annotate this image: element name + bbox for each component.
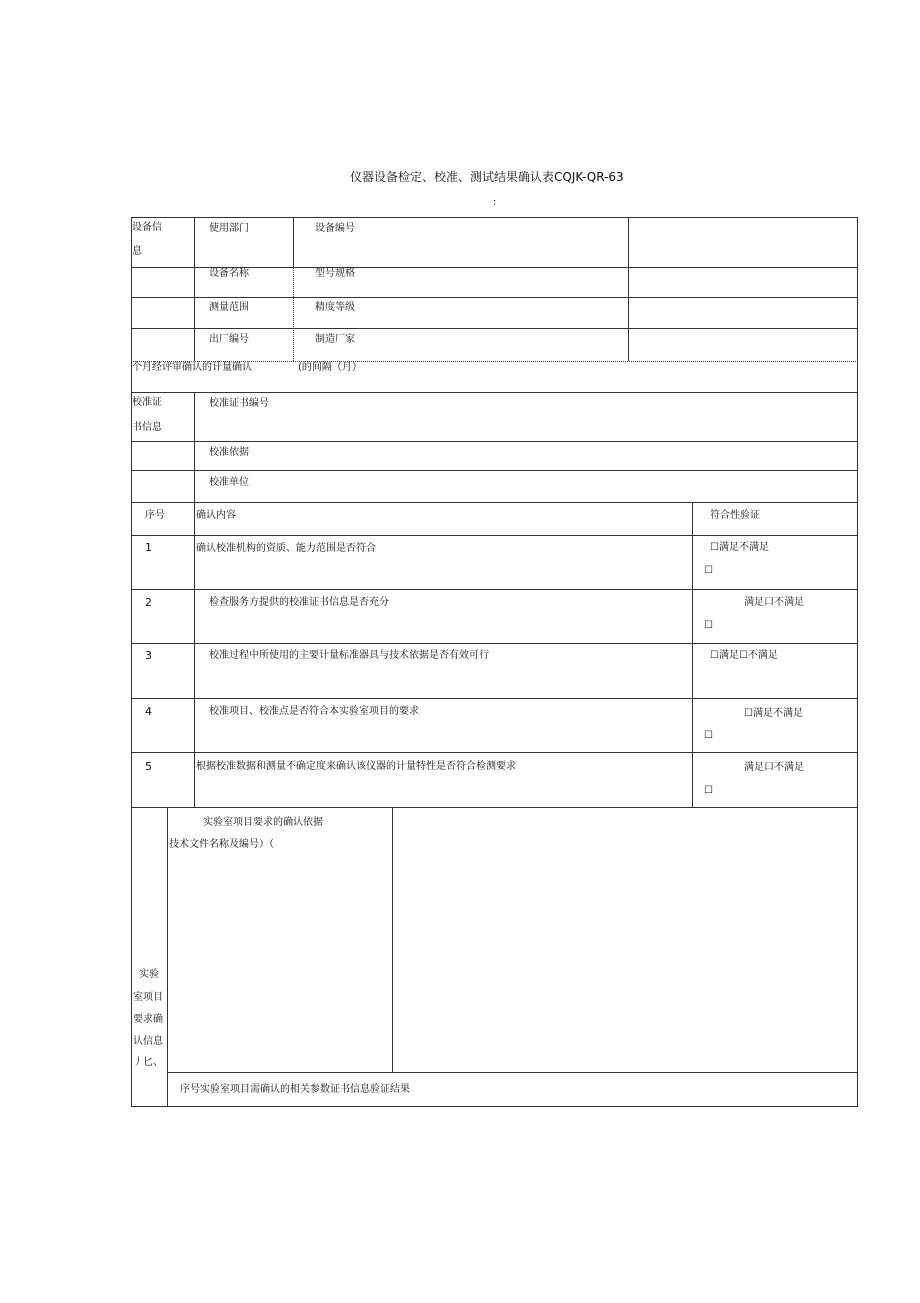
lab-bottom-header: 序号实验室项目需确认的相关参数证书信息验证结果 xyxy=(180,1084,410,1095)
item-content: 校准过程中所使用的主要计量标准器具与技术依据是否有效可行 xyxy=(209,650,489,661)
row-line xyxy=(131,502,858,503)
cert-section-label: 校准证 xyxy=(132,397,162,408)
lab-section-label: 实验 xyxy=(139,969,159,980)
device-name-label: 设备名称 xyxy=(209,268,249,279)
row-line xyxy=(131,441,858,442)
header-content: 确认内容 xyxy=(196,510,236,521)
item-seq: 4 xyxy=(145,705,152,718)
lab-section-label: 室项目 xyxy=(133,992,163,1003)
range-label: 测量范围 xyxy=(209,302,249,313)
col-line xyxy=(194,392,195,502)
item-result-checkbox: ☐ xyxy=(704,730,713,741)
item-content: 检查服务方提供的校准证书信息是否充分 xyxy=(209,597,389,608)
col-line xyxy=(194,217,195,361)
lab-section-label: 要求确 xyxy=(133,1014,163,1025)
interval-unit-label: (的间隔（月） xyxy=(298,362,362,373)
col-line xyxy=(167,807,168,1106)
col-line xyxy=(194,502,195,807)
accuracy-label: 精度等级 xyxy=(315,302,355,313)
lab-section-label: 认信息 xyxy=(133,1036,163,1047)
item-result: ☐满足不满足 xyxy=(744,708,803,719)
header-result: 符合性验证 xyxy=(710,510,760,521)
item-seq: 3 xyxy=(145,649,152,662)
item-result-checkbox: ☐ xyxy=(704,620,713,631)
row-line xyxy=(131,807,858,808)
cert-basis-label: 校准依据 xyxy=(209,447,249,458)
cert-unit-label: 校准单位 xyxy=(209,477,249,488)
row-line xyxy=(131,392,858,393)
table-top-border xyxy=(131,217,858,218)
row-line xyxy=(131,643,858,644)
row-line xyxy=(131,297,858,298)
col-line xyxy=(628,217,629,361)
device-section-label: 设备信 xyxy=(132,222,162,233)
item-result: 满足口不满足 xyxy=(744,597,804,608)
row-line xyxy=(131,698,858,699)
item-result: ☐满足不满足 xyxy=(710,542,769,553)
lab-basis-label: 实验室项目要求的确认依据 xyxy=(203,817,323,828)
item-result: ☐满足☐不满足 xyxy=(710,650,778,661)
lab-doc-label: 技术文件名称及编号）（ xyxy=(169,839,274,850)
dept-label: 使用部门 xyxy=(209,223,249,234)
table-left-border xyxy=(131,217,132,1106)
lab-section-label: 丿匕、 xyxy=(133,1057,163,1068)
item-content: 根据校准数据和测量不确定度来确认该仪器的计量特性是否符合检测要求 xyxy=(196,761,516,772)
table-right-border xyxy=(857,217,858,1106)
item-result: 满足口不满足 xyxy=(744,762,804,773)
serial-label: 出厂编号 xyxy=(209,334,249,345)
item-seq: 2 xyxy=(145,596,152,609)
maker-label: 制造厂家 xyxy=(315,334,355,345)
interval-label: 个月经评审确认的计量确认 xyxy=(132,362,252,373)
row-line xyxy=(131,589,858,590)
row-line xyxy=(167,1072,858,1073)
row-line xyxy=(131,328,858,329)
item-content: 确认校准机构的资质、能力范围是否符合 xyxy=(196,543,376,554)
col-line xyxy=(293,267,294,361)
col-line xyxy=(692,502,693,807)
cert-no-label: 校准证书编号 xyxy=(209,398,269,409)
item-content: 校准项目、校准点是否符合本实验室项目的要求 xyxy=(209,706,419,717)
device-id-label: 设备编号 xyxy=(315,223,355,234)
table-bottom-border xyxy=(131,1106,858,1107)
header-seq: 序号 xyxy=(145,510,165,521)
form-title: 仪器设备检定、校准、测试结果确认表CQJK-QR-63 xyxy=(350,170,624,184)
device-section-label: 息 xyxy=(132,246,142,257)
col-line xyxy=(293,217,294,267)
cert-section-label: 书信息 xyxy=(132,422,162,433)
model-label: 型号规格 xyxy=(315,268,355,279)
item-result-checkbox: ☐ xyxy=(704,785,713,796)
item-seq: 5 xyxy=(145,760,152,773)
col-line xyxy=(392,807,393,1072)
row-line xyxy=(131,752,858,753)
item-result-checkbox: ☐ xyxy=(704,565,713,576)
title-colon: : xyxy=(493,197,497,208)
item-seq: 1 xyxy=(145,541,152,554)
row-line xyxy=(131,535,858,536)
row-line xyxy=(131,470,858,471)
